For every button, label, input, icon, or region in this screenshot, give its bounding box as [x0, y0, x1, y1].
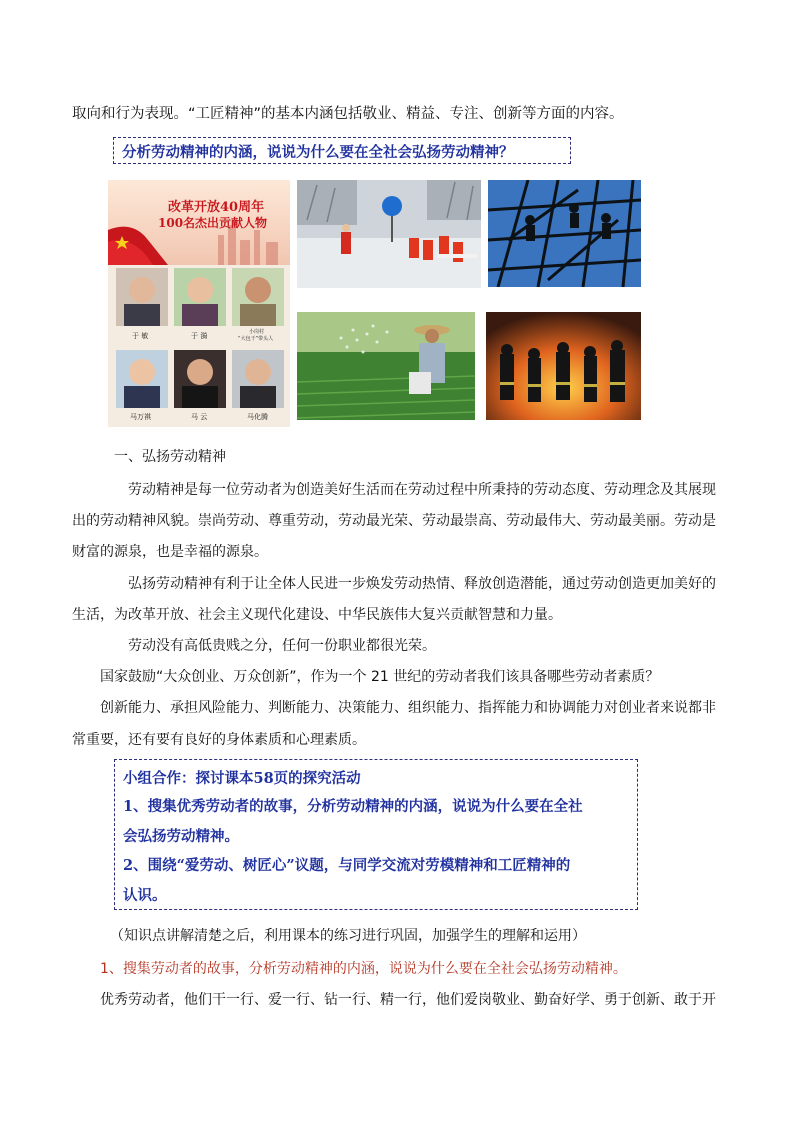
task1-line2: 会弘扬劳动精神。: [123, 827, 239, 845]
poster-person-2: 于 漪: [191, 332, 208, 340]
farmer-photo: [297, 312, 475, 420]
poster-person-3b: “大包干”带头人: [238, 336, 274, 342]
section-title: 一、弘扬劳动精神: [114, 449, 226, 465]
task2-line1: 2、围绕“爱劳动、树匠心”议题，与同学交流对劳模精神和工匠精神的: [123, 857, 571, 874]
scaffold-workers-photo: [488, 180, 641, 287]
answer2-line2: 常重要，还有要有良好的身体素质和心理素质。: [72, 732, 366, 748]
poster-person-5: 马 云: [191, 413, 208, 421]
answer2-line1: 创新能力、承担风险能力、判断能力、决策能力、组织能力、指挥能力和协调能力对创业者来说都非: [100, 700, 716, 716]
firefighters-photo: [486, 312, 641, 420]
question-text: 分析劳动精神的内涵，说说为什么要在全社会弘扬劳动精神？: [122, 144, 514, 161]
intro-line: 取向和行为表现。“工匠精神”的基本内涵包括敬业、精益、专注、创新等方面的内容。: [72, 106, 624, 122]
poster-image: [108, 180, 290, 427]
para1-line3: 财富的源泉，也是幸福的源泉。: [72, 544, 268, 560]
poster-person-4: 马万祺: [130, 413, 151, 421]
question-box: [113, 137, 571, 164]
task2-line2: 认识。: [123, 886, 167, 904]
para1-line2: 出的劳动精神风貌。崇尚劳动、尊重劳动，劳动最光荣、劳动最崇高、劳动最伟大、劳动最美丽。劳动是: [72, 513, 716, 529]
teacher-note: （知识点讲解清楚之后，利用课本的练习进行巩固，加强学生的理解和运用）: [110, 928, 586, 944]
para2-line1: 弘扬劳动精神有利于让全体人民进一步焕发劳动热情、释放创造潜能，通过劳动创造更加美好的: [128, 576, 716, 592]
question2: 国家鼓励“大众创业、万众创新”，作为一个 21 世纪的劳动者我们该具备哪些劳动者素质？: [100, 669, 660, 685]
para2-line2: 生活，为改革开放、社会主义现代化建设、中华民族伟大复兴贡献智慧和力量。: [72, 607, 562, 623]
group-task-box: [114, 759, 638, 910]
para1-line1: 劳动精神是每一位劳动者为创造美好生活而在劳动过程中所秉持的劳动态度、劳动理念及其展现: [128, 482, 716, 498]
poster-title-1: 改革开放40周年: [168, 200, 265, 215]
para3: 劳动没有高低贵贱之分，任何一份职业都很光荣。: [128, 638, 436, 654]
poster-person-1: 于 敏: [132, 332, 149, 340]
snow-workers-photo: [297, 180, 481, 288]
last-line: 优秀劳动者，他们干一行、爱一行、钻一行、精一行，他们爱岗敬业、勤奋好学、勇于创新、敢于开: [100, 992, 716, 1008]
poster-person-6: 马化腾: [247, 413, 268, 421]
point1: 1、搜集劳动者的故事，分析劳动精神的内涵，说说为什么要在全社会弘扬劳动精神。: [100, 961, 627, 977]
poster-person-3a: 小岗村: [249, 329, 265, 335]
poster-title-2: 100名杰出贡献人物: [158, 216, 268, 230]
task1-line1: 1、搜集优秀劳动者的故事，分析劳动精神的内涵，说说为什么要在全社: [123, 798, 583, 815]
task-title: 小组合作：探讨课本58页的探究活动: [123, 770, 361, 787]
